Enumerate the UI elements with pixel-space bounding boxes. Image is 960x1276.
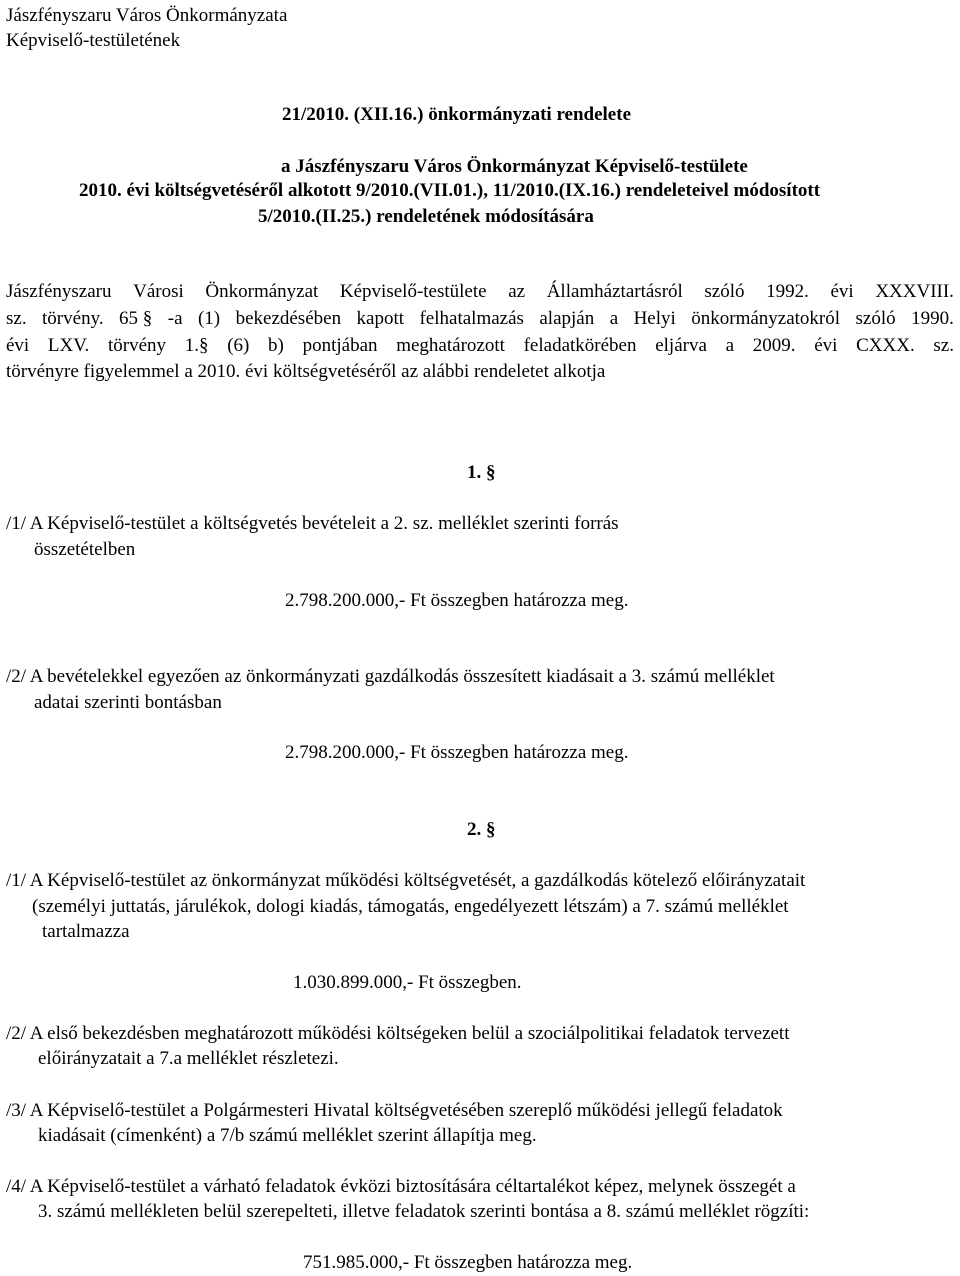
s2-p1-line-2: (személyi juttatás, járulékok, dologi kiadás, támogatás, engedélyezett létszám) a 7. számú melléklet [32, 896, 789, 917]
s2-p1-amount: 1.030.899.000,- Ft összegben. [293, 972, 522, 993]
decree-subtitle-2: 2010. évi költségvetéséről alkotott 9/2010.(VII.01.), 11/2010.(IX.16.) rendeleteivel módosított [79, 180, 821, 201]
decree-title: 21/2010. (XII.16.) önkormányzati rendelete [282, 104, 632, 125]
s2-p4-line-2: 3. számú mellékleten belül szerepelteti, illetve feladatok szerinti bontása a 8. számú melléklet rögzíti: [38, 1201, 810, 1222]
s1-p2-line-1: /2/ A bevételekkel egyezően az önkormányzati gazdálkodás összesített kiadásait a 3. számú melléklet [6, 666, 775, 687]
section-sign: § [486, 462, 496, 483]
decree-subtitle-3: 5/2010.(II.25.) rendeletének módosítására [258, 206, 594, 227]
s2-p2-line-2: előirányzatait a 7.a melléklet részletezi. [38, 1048, 339, 1069]
s1-p2-line-2: adatai szerinti bontásban [34, 692, 222, 713]
section-2-heading: 2. § [467, 819, 496, 840]
s1-p1-line-1: /1/ A Képviselő-testület a költségvetés bevételeit a 2. sz. melléklet szerinti forrás [6, 513, 619, 534]
section-sign: § [198, 335, 209, 356]
issuer-name: Jászfényszaru Város Önkormányzata [6, 5, 288, 26]
s1-p2-amount: 2.798.200.000,- Ft összegben határozza meg. [285, 742, 629, 763]
s2-p1-line-3: tartalmazza [42, 921, 130, 942]
s2-p4-line-1: /4/ A Képviselő-testület a várható feladatok évközi biztosítására céltartalékot képez, melynek összegét a [6, 1176, 796, 1197]
s1-p1-amount: 2.798.200.000,- Ft összegben határozza meg. [285, 590, 629, 611]
s2-p3-line-2: kiadásait (címenként) a 7/b számú melléklet szerint állapítja meg. [38, 1125, 537, 1146]
s2-p4-amount: 751.985.000,- Ft összegben határozza meg. [303, 1252, 633, 1273]
s2-p1-line-1: /1/ A Képviselő-testület az önkormányzat működési költségvetését, a gazdálkodás kötelező előirányzatait [6, 870, 806, 891]
s2-p2-line-1: /2/ A első bekezdésben meghatározott működési költségeken belül a szociálpolitikai feladatok tervezett [6, 1023, 790, 1044]
s2-p3-line-1: /3/ A Képviselő-testület a Polgármesteri Hivatal költségvetésében szereplő működési jellegű feladatok [6, 1100, 783, 1121]
section-sign: § [142, 308, 153, 329]
section-1-heading: 1. § [467, 462, 496, 483]
issuer-body: Képviselő-testületének [6, 30, 181, 51]
preamble-line-2: sz. törvény. 65 § -a (1) bekezdésében kapott felhatalmazás alapján a Helyi önkormányzatokról szóló 1990. [6, 308, 954, 329]
preamble-line-3: évi LXV. törvény 1.§ (6) b) pontjában meghatározott feladatkörében eljárva a 2009. évi CXXX. sz. [6, 335, 954, 356]
preamble-line-4: törvényre figyelemmel a 2010. évi költségvetéséről az alábbi rendeletet alkotja [6, 361, 606, 382]
section-sign: § [486, 819, 496, 840]
decree-subtitle-1: a Jászfényszaru Város Önkormányzat Képviselő-testülete [281, 156, 748, 177]
preamble-line-1: Jászfényszaru Városi Önkormányzat Képviselő-testülete az Államháztartásról szóló 1992. évi XXXVIII. [6, 281, 954, 302]
s1-p1-line-2: összetételben [34, 539, 136, 560]
